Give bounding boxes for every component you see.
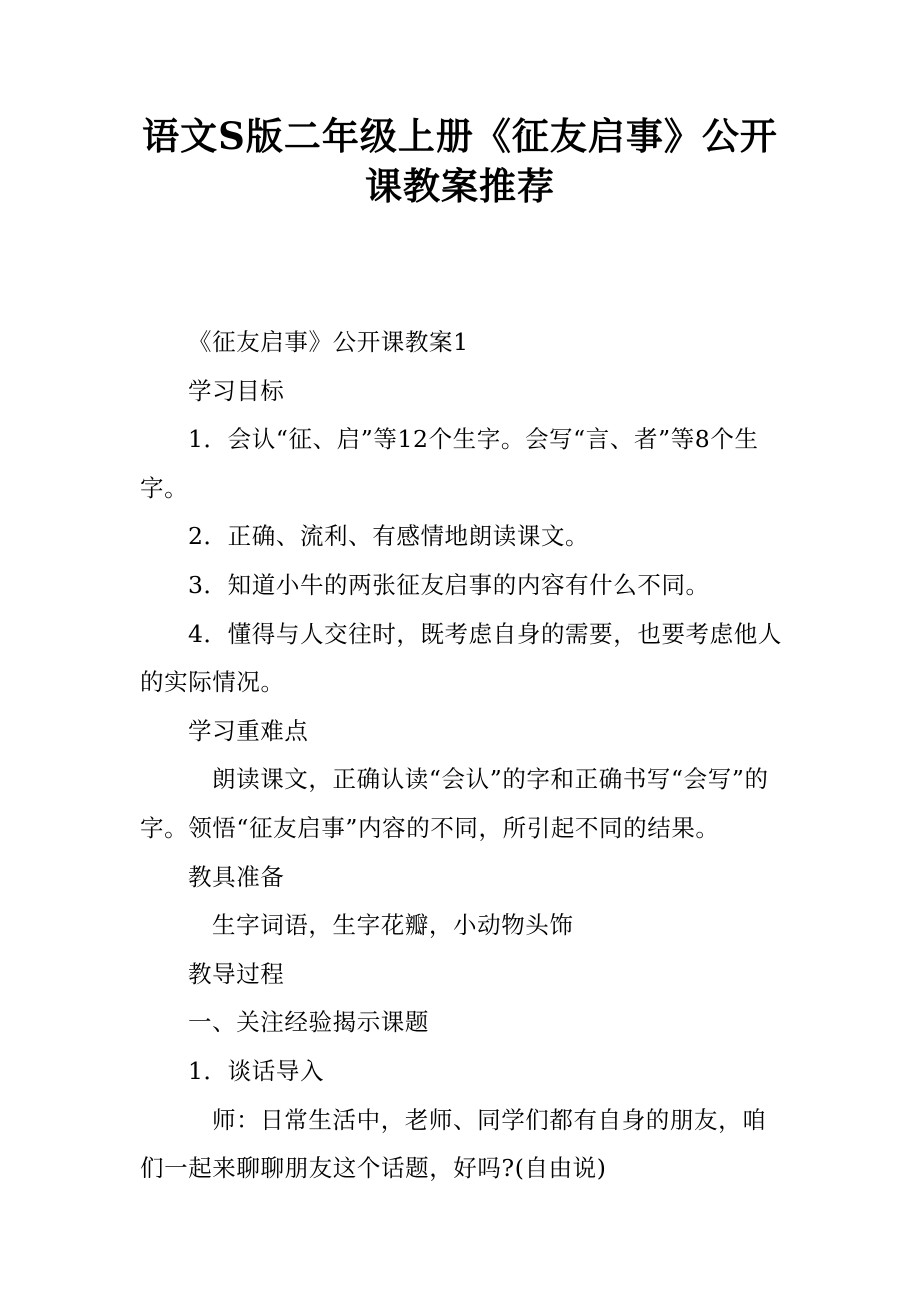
section-heading-key-points: 学习重难点: [188, 716, 309, 745]
section-heading-objectives: 学习目标: [188, 376, 285, 405]
document-title-line-2: 课教案推荐: [365, 164, 555, 208]
lesson-plan-heading: 《征友启事》公开课教案1: [188, 328, 469, 356]
document-title-line-1: 语文S版二年级上册《征友启事》公开: [142, 114, 778, 158]
objective-item-3: 3．知道小牛的两张征友启事的内容有什么不同。: [188, 570, 710, 599]
materials-text: 生字词语，生字花瓣，小动物头饰: [212, 911, 574, 940]
section-heading-process: 教导过程: [188, 959, 285, 988]
teacher-dialogue-text: 师：日常生活中，老师、同学们都有自身的朋友，咱们一起来聊聊朋友这个话题，好吗?(自由说): [140, 1105, 767, 1183]
section-heading-materials: 教具准备: [188, 862, 285, 891]
objective-item-4: 4．懂得与人交往时，既考虑自身的需要，也要考虑他人的实际情况。: [140, 619, 782, 697]
objective-item-2: 2．正确、流利、有感情地朗读课文。: [188, 522, 590, 551]
key-points-text: 朗读课文，正确认读“会认”的字和正确书写“会写”的字。领悟“征友启事”内容的不同，所引起不同的结果。: [140, 765, 769, 842]
process-step-heading: 一、关注经验揭示课题: [188, 1008, 429, 1037]
document-body: [140, 318, 785, 1193]
objective-item-1: 1．会认“征、启”等12个生字。会写“言、者”等8个生字。: [140, 425, 759, 502]
process-substep-heading: 1．谈话导入: [188, 1056, 325, 1085]
